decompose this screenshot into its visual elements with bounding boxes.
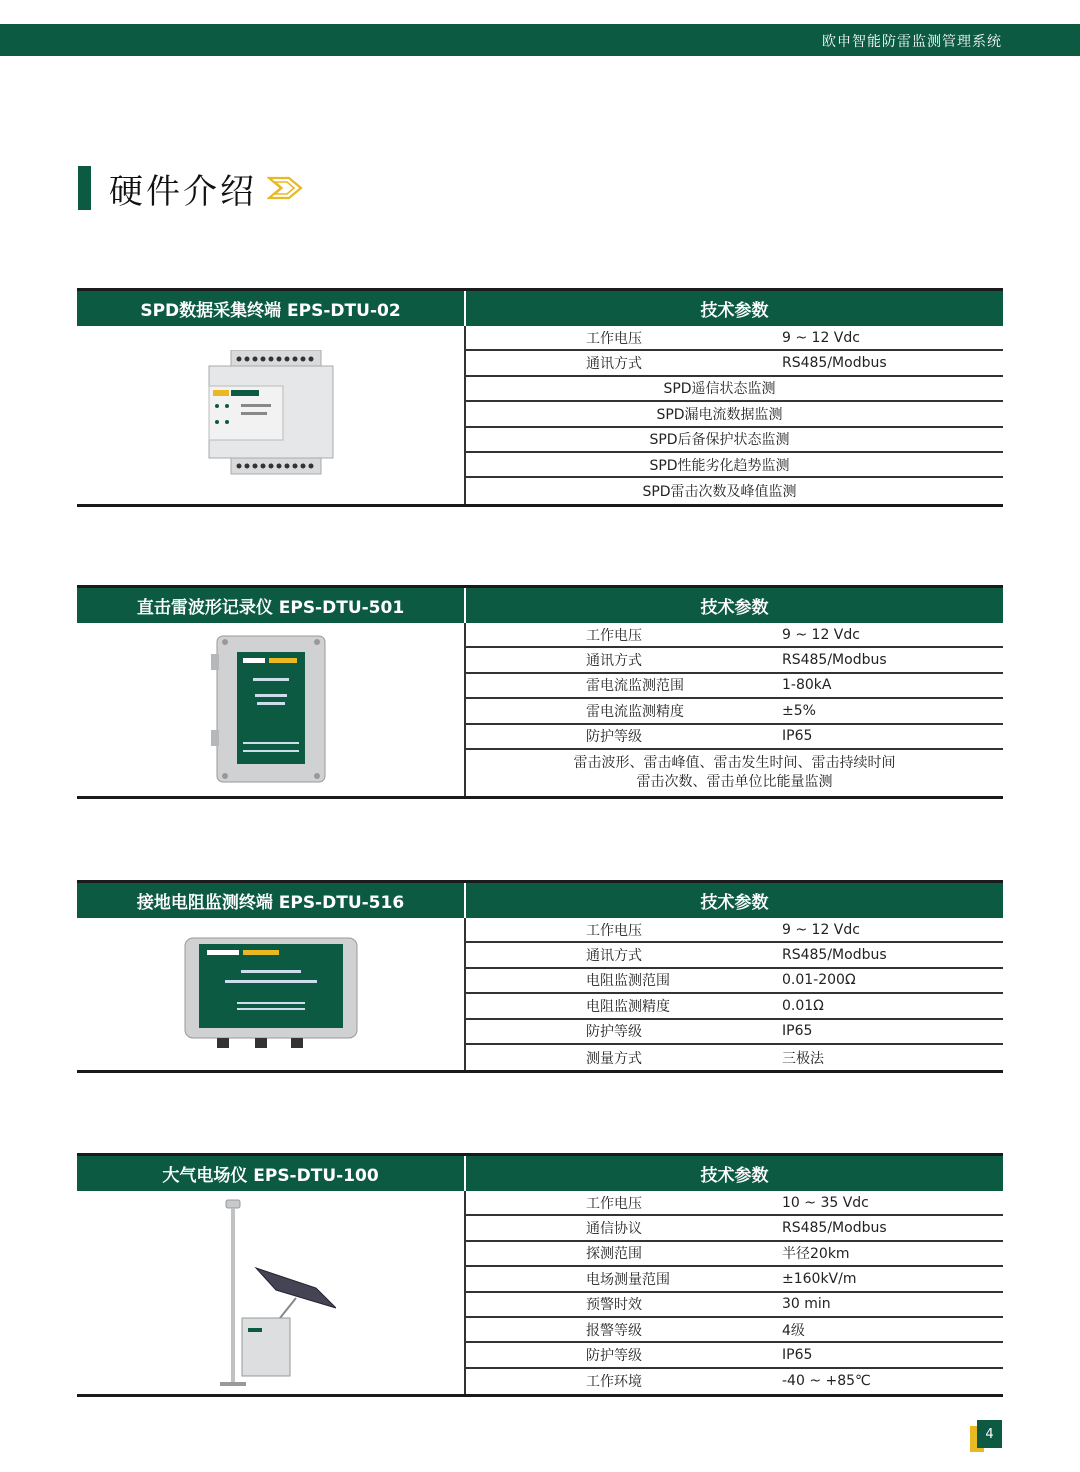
param-row xyxy=(466,1191,1003,1216)
param-key: 工作电压 xyxy=(586,1195,642,1212)
param-key: 通讯方式 xyxy=(586,948,642,965)
param-key: 测量方式 xyxy=(586,1050,642,1067)
param-value: 0.01-200Ω xyxy=(782,972,856,989)
product-image xyxy=(77,1191,466,1394)
feature-text: SPD遥信状态监测 xyxy=(663,381,776,398)
param-key: 雷电流监测精度 xyxy=(586,703,684,720)
wall-box-recorder-icon xyxy=(211,634,331,784)
param-key: 工作电压 xyxy=(586,922,642,939)
param-key: 预警时效 xyxy=(586,1297,642,1314)
param-value: 1-80kA xyxy=(782,677,832,694)
param-row xyxy=(466,1045,1003,1070)
param-value: 半径20km xyxy=(782,1246,850,1263)
param-key: 通信协议 xyxy=(586,1221,642,1238)
feature-text: SPD性能劣化趋势监测 xyxy=(649,457,790,474)
double-chevron-icon xyxy=(267,175,307,201)
param-row xyxy=(466,674,1003,699)
feature-text: SPD漏电流数据监测 xyxy=(656,406,783,423)
param-value: 三极法 xyxy=(782,1050,824,1067)
field-mill-pole-icon xyxy=(206,1198,336,1388)
param-key: 通讯方式 xyxy=(586,356,642,373)
param-row xyxy=(466,1293,1003,1318)
param-key: 防护等级 xyxy=(586,729,642,746)
param-value: IP65 xyxy=(782,1023,813,1040)
din-rail-module-icon xyxy=(201,350,341,480)
param-row xyxy=(466,1216,1003,1241)
product-name: SPD数据采集终端 EPS-DTU-02 xyxy=(77,291,466,326)
product-card-eps-dtu-100 xyxy=(77,1153,1003,1397)
product-image xyxy=(77,918,466,1070)
product-image xyxy=(77,623,466,796)
spec-title: 技术参数 xyxy=(700,598,769,618)
param-value: 9 ~ 12 Vdc xyxy=(782,921,860,938)
param-row xyxy=(466,1267,1003,1292)
product-name: 大气电场仪 EPS-DTU-100 xyxy=(77,1156,466,1191)
param-row xyxy=(466,326,1003,351)
spec-title: 技术参数 xyxy=(700,1166,769,1186)
param-row xyxy=(466,1369,1003,1394)
param-key: 防护等级 xyxy=(586,1024,642,1041)
param-key: 工作电压 xyxy=(586,627,642,644)
param-value: RS485/Modbus xyxy=(782,652,887,669)
product-image xyxy=(77,326,466,504)
top-banner xyxy=(0,24,1080,56)
param-value: ±5% xyxy=(782,702,816,719)
feature-row xyxy=(466,453,1003,478)
param-key: 电阻监测精度 xyxy=(586,998,670,1015)
param-key: 雷电流监测范围 xyxy=(586,678,684,695)
feature-row xyxy=(466,478,1003,503)
section-heading xyxy=(78,166,307,210)
page-number-badge xyxy=(970,1420,1002,1452)
param-row xyxy=(466,648,1003,673)
param-key: 电场测量范围 xyxy=(586,1271,670,1288)
param-key: 探测范围 xyxy=(586,1246,642,1263)
system-title: 欧申智能防雷监测管理系统 xyxy=(822,34,1002,50)
param-row xyxy=(466,623,1003,648)
spec-title: 技术参数 xyxy=(700,893,769,913)
param-value: IP65 xyxy=(782,728,813,745)
heading-bar xyxy=(78,166,91,210)
feature-row xyxy=(466,402,1003,427)
param-key: 防护等级 xyxy=(586,1348,642,1365)
product-header xyxy=(77,288,1003,326)
note-line: 雷击次数、雷击单位比能量监测 xyxy=(636,773,833,790)
param-row xyxy=(466,351,1003,376)
ground-resistance-box-icon xyxy=(181,934,361,1054)
param-value: RS485/Modbus xyxy=(782,1220,887,1237)
product-header xyxy=(77,880,1003,918)
param-key: 工作电压 xyxy=(586,330,642,347)
note-line: 雷击波形、雷击峰值、雷击发生时间、雷击持续时间 xyxy=(573,754,896,771)
param-key: 通讯方式 xyxy=(586,653,642,670)
product-header xyxy=(77,585,1003,623)
note-row xyxy=(466,750,1003,796)
param-row xyxy=(466,918,1003,943)
param-row xyxy=(466,699,1003,724)
param-value: 0.01Ω xyxy=(782,997,824,1014)
param-row xyxy=(466,725,1003,750)
param-key: 电阻监测范围 xyxy=(586,973,670,990)
page-number: 4 xyxy=(977,1420,1002,1448)
feature-text: SPD后备保护状态监测 xyxy=(649,432,790,449)
product-name: 直击雷波形记录仪 EPS-DTU-501 xyxy=(77,588,466,623)
product-header xyxy=(77,1153,1003,1191)
param-key: 报警等级 xyxy=(586,1322,642,1339)
param-value: 30 min xyxy=(782,1296,831,1313)
param-row xyxy=(466,1343,1003,1368)
feature-row xyxy=(466,428,1003,453)
param-value: 4级 xyxy=(782,1322,805,1339)
product-card-eps-dtu-501 xyxy=(77,585,1003,799)
param-row xyxy=(466,943,1003,968)
param-value: 9 ~ 12 Vdc xyxy=(782,626,860,643)
spec-title: 技术参数 xyxy=(700,301,769,321)
product-card-eps-dtu-02 xyxy=(77,288,1003,507)
param-row xyxy=(466,1318,1003,1343)
param-row xyxy=(466,1242,1003,1267)
param-value: RS485/Modbus xyxy=(782,355,887,372)
param-row xyxy=(466,994,1003,1019)
param-key: 工作环境 xyxy=(586,1374,642,1391)
param-value: ±160kV/m xyxy=(782,1270,857,1287)
feature-text: SPD雷击次数及峰值监测 xyxy=(642,484,797,501)
section-title: 硬件介绍 xyxy=(109,171,257,212)
param-value: RS485/Modbus xyxy=(782,947,887,964)
param-value: IP65 xyxy=(782,1347,813,1364)
param-row xyxy=(466,1020,1003,1045)
param-value: 9 ~ 12 Vdc xyxy=(782,329,860,346)
product-card-eps-dtu-516 xyxy=(77,880,1003,1073)
product-name: 接地电阻监测终端 EPS-DTU-516 xyxy=(77,883,466,918)
param-value: -40 ~ +85℃ xyxy=(782,1373,871,1390)
param-row xyxy=(466,969,1003,994)
feature-row xyxy=(466,377,1003,402)
param-value: 10 ~ 35 Vdc xyxy=(782,1194,869,1211)
